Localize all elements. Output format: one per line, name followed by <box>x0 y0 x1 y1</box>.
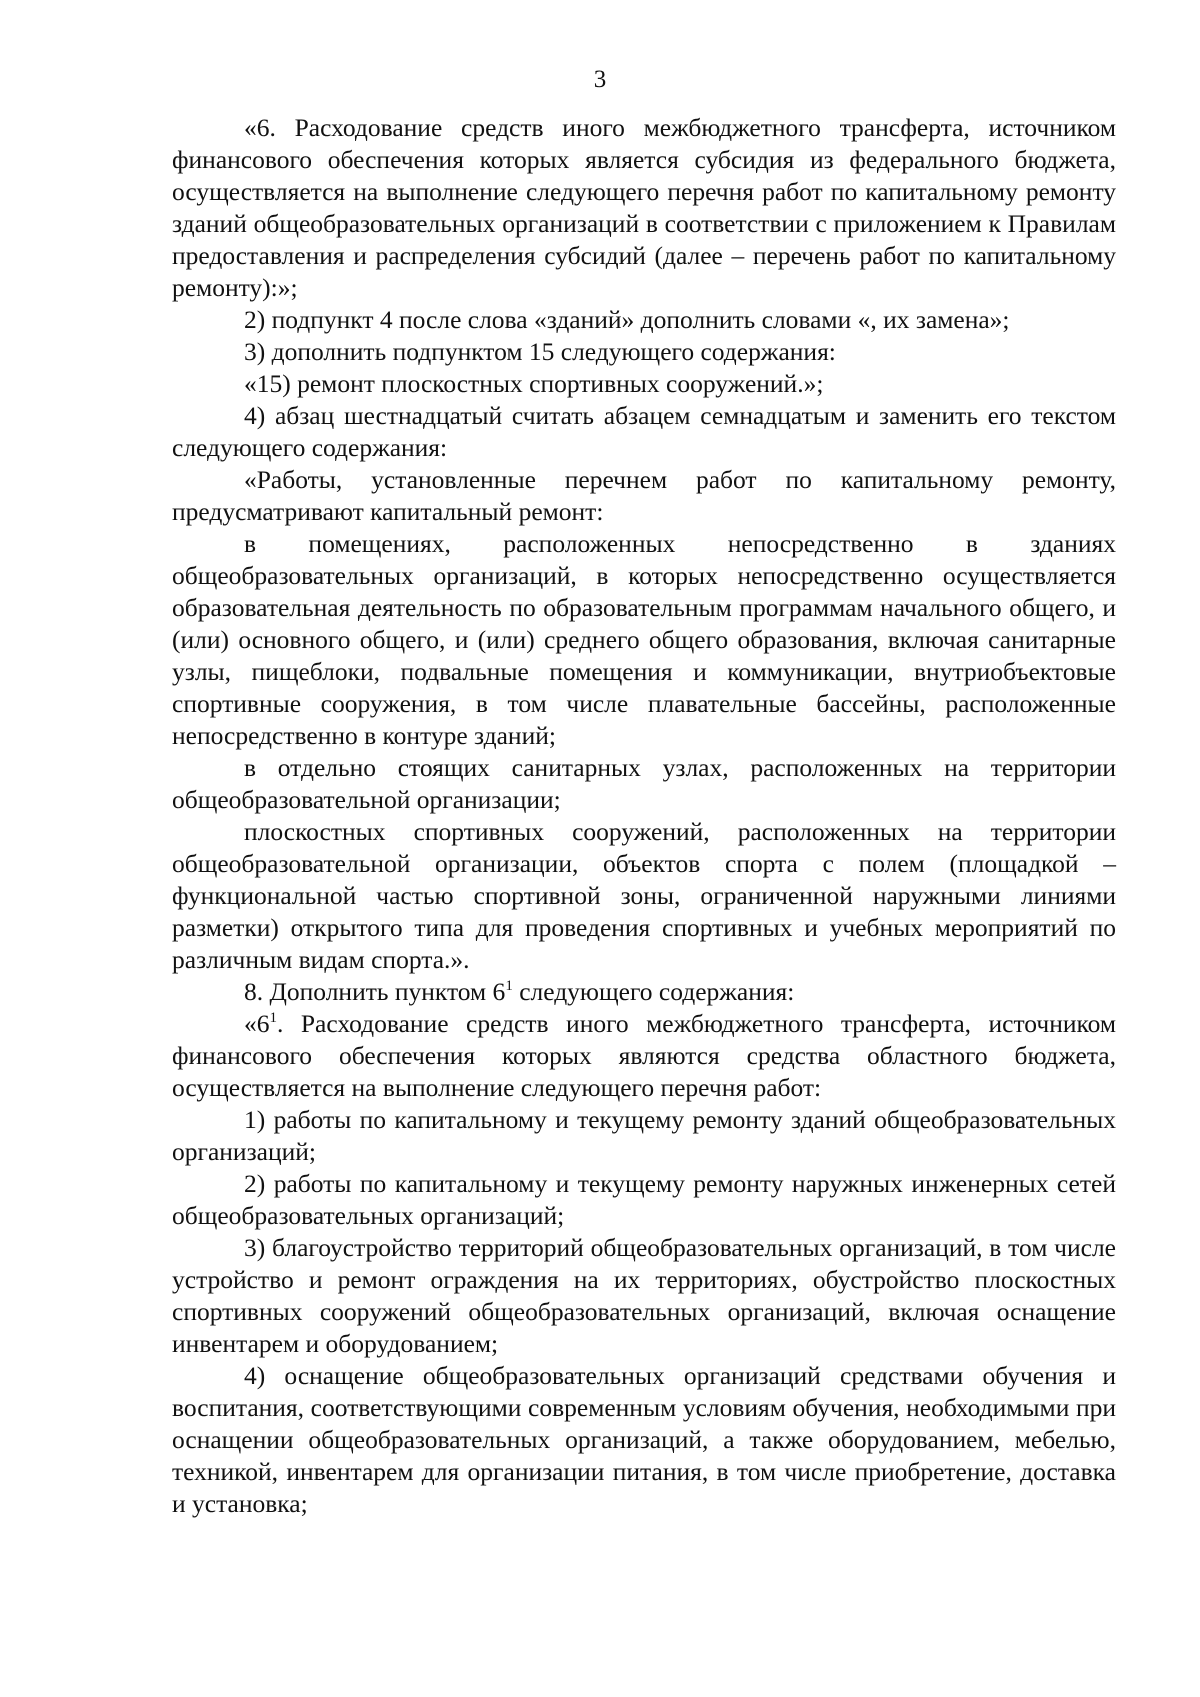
paragraph-works-intro: «Работы, установленные перечнем работ по капитальному ремонту, предусматривают капитальный ремонт: <box>172 465 1116 526</box>
paragraph-item-6: «6. Расходование средств иного межбюджетного трансферта, источником финансового обеспечения которых является субсидия из федерального бюджета, осуществляется на выполнение следующего перечня работ по капитальному ремонту зданий общеобразовательных организаций в соответствии с приложением к Правилам предоставления и распределения субсидий (далее – перечень работ по капитальному ремонту):»; <box>172 113 1116 302</box>
paragraph-sports-facilities: плоскостных спортивных сооружений, расположенных на территории общеобразовательной организации, объектов спорта с полем (площадкой – функциональной частью спортивной зоны, ограниченной наружными линиями разметки) открытого типа для проведения спортивных и учебных мероприятий по различным видам спорта.». <box>172 817 1116 974</box>
paragraph-subitem-3: 3) дополнить подпунктом 15 следующего содержания: <box>244 337 836 366</box>
paragraph-list-item-2: 2) работы по капитальному и текущему ремонту наружных инженерных сетей общеобразовательных организаций; <box>172 1169 1116 1230</box>
page-number: 3 <box>593 66 607 93</box>
paragraph-sanitary-units: в отдельно стоящих санитарных узлах, расположенных на территории общеобразовательной организации; <box>172 753 1116 814</box>
paragraph-subitem-2: 2) подпункт 4 после слова «зданий» дополнить словами «, их замена»; <box>244 305 1010 334</box>
paragraph-list-item-3: 3) благоустройство территорий общеобразовательных организаций, в том числе устройство и ремонт ограждения на их территориях, обустройство плоскостных спортивных сооружений общеобразовательных организаций, включая оснащение инвентарем и оборудованием; <box>172 1233 1116 1358</box>
paragraph-item-8-text-end: следующего содержания: <box>512 977 795 1006</box>
paragraph-item-8 <box>172 976 1116 1008</box>
paragraph-premises: в помещениях, расположенных непосредственно в зданиях общеобразовательных организаций, в которых непосредственно осуществляется образовательная деятельность по образовательным программам начального общего, и (или) основного общего, и (или) среднего общего образования, включая санитарные узлы, пищеблоки, подвальные помещения и коммуникации, внутриобъектовые спортивные сооружения, в том числе плавательные бассейны, расположенные непосредственно в контуре зданий; <box>172 529 1116 750</box>
superscript: 1 <box>269 1010 277 1026</box>
paragraph-item-8-text: 8. Дополнить пунктом 6 <box>244 977 506 1006</box>
paragraph-list-item-1: 1) работы по капитальному и текущему ремонту зданий общеобразовательных организаций; <box>172 1105 1116 1166</box>
document-body <box>172 112 1116 1520</box>
superscript: 1 <box>505 978 513 994</box>
paragraph-item-6-1-start: «6 <box>244 1009 270 1038</box>
paragraph-item-6-1-text: . Расходование средств иного межбюджетного трансферта, источником финансового обеспечения которых являются средства областного бюджета, осуществляется на выполнение следующего перечня работ: <box>172 1009 1116 1102</box>
paragraph-item-6-1 <box>172 1008 1116 1104</box>
paragraph-list-item-4: 4) оснащение общеобразовательных организаций средствами обучения и воспитания, соответствующими современным условиям обучения, необходимыми при оснащении общеобразовательных организаций, а также оборудованием, мебелью, техникой, инвентарем для организации питания, в том числе приобретение, доставка и установка; <box>172 1361 1116 1518</box>
paragraph-subitem-4: 4) абзац шестнадцатый считать абзацем семнадцатым и заменить его текстом следующего содержания: <box>172 401 1116 462</box>
paragraph-subitem-15: «15) ремонт плоскостных спортивных сооружений.»; <box>244 369 824 398</box>
